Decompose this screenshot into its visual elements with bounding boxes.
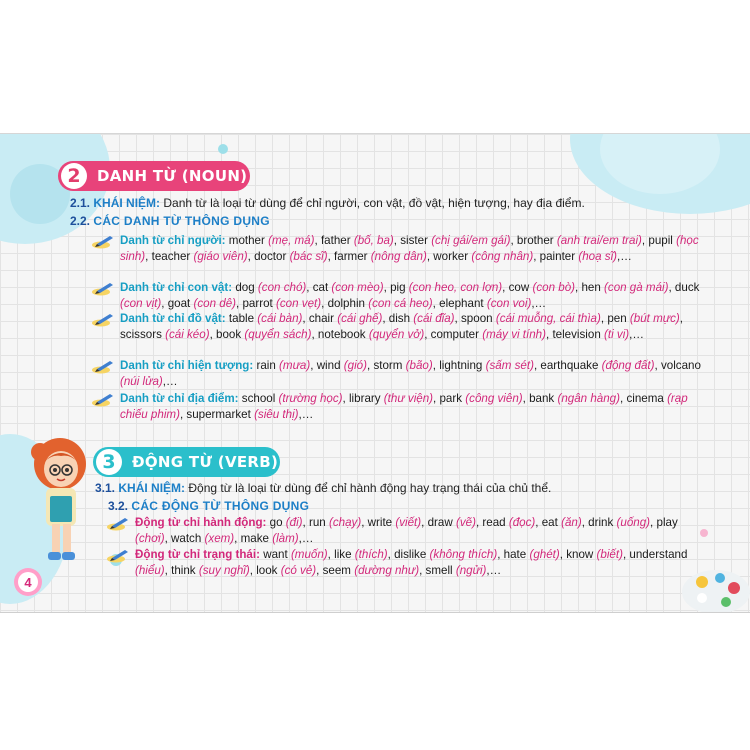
vietnamese-translation: (con bò) (532, 281, 575, 294)
english-word: go (269, 516, 283, 529)
english-word: sister (400, 234, 428, 247)
category-label: Danh từ chỉ đồ vật: (120, 312, 226, 325)
verb-concept (95, 481, 551, 495)
english-word: drink (588, 516, 614, 529)
vietnamese-translation: (ngửi) (455, 563, 487, 577)
vietnamese-translation: (con gà mái) (604, 281, 669, 294)
english-word: notebook (317, 327, 366, 341)
vietnamese-translation: (dường như) (354, 563, 420, 577)
english-word: write (367, 516, 393, 529)
vietnamese-translation: (đọc) (508, 516, 536, 529)
decor-dot (218, 144, 228, 154)
vietnamese-translation: (nông dân) (370, 249, 427, 263)
pencil-icon (107, 517, 129, 531)
word-list-item: Danh từ chỉ đồ vật: table (cái bàn), chair (cái ghế), dish (cái đĩa), spoon (cái muỗng, cái thìa), pen (bút mực), scissors (cái kéo), book (quyển sách), notebook (quyển vở), computer (máy vi tính), television (ti vi),… (120, 312, 684, 341)
vietnamese-translation: (giáo viên) (193, 249, 248, 263)
vietnamese-translation: (viết) (395, 516, 422, 529)
english-word: brother (516, 234, 554, 247)
vietnamese-translation: (ăn) (561, 516, 582, 529)
vietnamese-translation: (siêu thị) (254, 407, 299, 421)
english-word: pupil (648, 234, 673, 247)
section-title: DANH TỪ (NOUN) (97, 167, 248, 185)
english-word: bank (529, 392, 555, 405)
concept-number: 3.1. (95, 481, 116, 495)
english-word: rain (256, 359, 276, 372)
vietnamese-translation: (cái muỗng, cái thìa) (495, 312, 601, 325)
english-word: worker (433, 249, 469, 263)
english-word: table (228, 312, 255, 325)
common-number: 2.2. (70, 214, 91, 228)
vietnamese-translation: (anh trai/em trai) (556, 234, 642, 247)
category-label: Động từ chỉ hành động: (135, 516, 267, 529)
concept-text: Danh từ là loại từ dùng để chỉ người, con vật, đồ vật, hiện tượng, hay địa điểm. (160, 196, 585, 210)
english-word: mother (228, 234, 265, 247)
list-ellipsis: ,… (629, 327, 644, 341)
english-word: park (439, 392, 463, 405)
english-word: seem (322, 563, 351, 577)
vietnamese-translation: (công viên) (465, 392, 523, 405)
common-label: CÁC ĐỘNG TỪ THÔNG DỤNG (131, 499, 310, 513)
concept-label: KHÁI NIỆM: (93, 196, 161, 210)
english-word: eat (541, 516, 558, 529)
english-word: lightning (439, 359, 483, 372)
english-word: pen (607, 312, 627, 325)
english-word: computer (430, 327, 479, 341)
vietnamese-translation: (quyển vở) (368, 327, 425, 341)
english-word: hate (503, 548, 527, 561)
english-word: book (216, 327, 242, 341)
vietnamese-translation: (muốn) (290, 548, 328, 561)
vietnamese-translation: (cái kéo) (165, 327, 210, 341)
english-word: school (241, 392, 276, 405)
english-word: teacher (151, 249, 191, 263)
vietnamese-translation: (bão) (405, 359, 433, 372)
list-ellipsis: ,… (298, 407, 314, 421)
vietnamese-translation: (cái đĩa) (413, 312, 455, 325)
category-label: Danh từ chỉ địa điểm: (120, 392, 239, 405)
english-word: volcano (660, 359, 701, 372)
section-heading-noun (58, 161, 250, 191)
vietnamese-translation: (con vịt) (120, 296, 162, 310)
vietnamese-translation: (bút mực) (629, 312, 680, 325)
section-heading-verb (93, 447, 280, 477)
vietnamese-translation: (ti vi) (604, 327, 630, 341)
english-word: storm (373, 359, 403, 372)
english-word: library (348, 392, 381, 405)
english-word: doctor (254, 249, 287, 263)
english-word: understand (629, 548, 688, 561)
english-word: dish (388, 312, 411, 325)
girl-illustration (30, 434, 92, 574)
vietnamese-translation: (cái ghế) (337, 312, 383, 325)
english-word: parrot (242, 296, 273, 310)
vietnamese-translation: (con voi) (486, 296, 532, 310)
vietnamese-translation: (biết) (596, 548, 623, 561)
common-label: CÁC DANH TỪ THÔNG DỤNG (93, 214, 270, 228)
vietnamese-translation: (động đất) (601, 359, 655, 372)
pencil-icon (92, 235, 114, 249)
vietnamese-translation: (rạp chiếu phim) (120, 392, 688, 421)
category-label: Danh từ chỉ con vật: (120, 281, 233, 294)
noun-concept (70, 196, 585, 210)
english-word: want (263, 548, 288, 561)
vietnamese-translation: (quyển sách) (244, 327, 312, 341)
vietnamese-translation: (không thích) (429, 548, 498, 561)
vietnamese-translation: (gió) (343, 359, 367, 372)
vietnamese-translation: (sấm sét) (485, 359, 534, 372)
english-word: farmer (334, 249, 368, 263)
category-label: Danh từ chỉ người: (120, 234, 226, 247)
vietnamese-translation: (cái bàn) (257, 312, 303, 325)
noun-common-heading (70, 214, 270, 228)
pencil-icon (92, 282, 114, 296)
list-ellipsis: ,… (298, 531, 314, 545)
list-ellipsis: ,… (162, 374, 178, 388)
english-word: duck (674, 281, 700, 294)
vietnamese-translation: (uống) (616, 516, 651, 529)
vietnamese-translation: (có vẻ) (280, 563, 317, 577)
vietnamese-translation: (hoạ sĩ) (578, 249, 618, 263)
vietnamese-translation: (con mèo) (331, 281, 384, 294)
english-word: cat (312, 281, 329, 294)
english-word: pig (390, 281, 406, 294)
english-word: earthquake (540, 359, 599, 372)
pencil-icon (92, 360, 114, 374)
word-list-item: Danh từ chỉ con vật: dog (con chó), cat (con mèo), pig (con heo, con lợn), cow (con bò), hen (con gà mái), duck (con vịt), goat (con dê), parrot (con vẹt), dolphin (con cá heo), elephant (con voi),… (120, 281, 700, 310)
list-ellipsis: ,… (531, 296, 547, 310)
english-word: cinema (626, 392, 664, 405)
english-word: like (334, 548, 352, 561)
vietnamese-translation: (máy vi tính) (482, 327, 546, 341)
section-number: 3 (96, 449, 122, 475)
vietnamese-translation: (trường học) (278, 392, 343, 405)
english-word: scissors (120, 327, 162, 341)
paint-palette-icon (680, 564, 750, 613)
english-word: dolphin (327, 296, 365, 310)
vietnamese-translation: (vẽ) (455, 516, 476, 529)
vietnamese-translation: (làm) (272, 531, 299, 545)
verb-common-heading (108, 499, 309, 513)
english-word: smell (425, 563, 453, 577)
vietnamese-translation: (bố, ba) (353, 234, 394, 247)
english-word: run (308, 516, 326, 529)
english-word: goat (167, 296, 191, 310)
vietnamese-translation: (thư viện) (383, 392, 434, 405)
english-word: draw (427, 516, 453, 529)
word-list-item: Động từ chỉ hành động: go (đi), run (chạy), write (viết), draw (vẽ), read (đọc), eat (ăn), drink (uống), play (chơi), watch (xem), make (làm),… (135, 516, 678, 545)
word-list-item: Động từ chỉ trạng thái: want (muốn), like (thích), dislike (không thích), hate (ghét), know (biết), understand (hiểu), think (suy nghĩ), look (có vẻ), seem (dường như), smell (ngửi),… (135, 548, 688, 577)
concept-text: Động từ là loại từ dùng để chỉ hành động hay trạng thái của chủ thể. (185, 481, 552, 495)
list-ellipsis: ,… (617, 249, 632, 263)
english-word: painter (539, 249, 576, 263)
list-ellipsis: ,… (486, 563, 502, 577)
english-word: make (240, 531, 269, 545)
vietnamese-translation: (mẹ, má) (268, 234, 315, 247)
pencil-icon (92, 393, 114, 407)
vietnamese-translation: (con vẹt) (276, 296, 322, 310)
english-word: read (482, 516, 506, 529)
book-page (0, 133, 750, 613)
vietnamese-translation: (ngân hàng) (557, 392, 620, 405)
concept-label: KHÁI NIỆM: (118, 481, 186, 495)
english-word: chair (308, 312, 334, 325)
vietnamese-translation: (chơi) (135, 531, 165, 545)
word-list-item: Danh từ chỉ người: mother (mẹ, má), father (bố, ba), sister (chị gái/em gái), brother (anh trai/em trai), pupil (học sinh), teacher (giáo viên), doctor (bác sĩ), farmer (nông dân), worker (công nhân), painter (hoạ sĩ),… (120, 234, 699, 263)
vietnamese-translation: (chị gái/em gái) (431, 234, 511, 247)
vietnamese-translation: (suy nghĩ) (198, 563, 250, 577)
pencil-icon (107, 549, 129, 563)
vietnamese-translation: (mưa) (279, 359, 311, 372)
english-word: supermarket (186, 407, 251, 421)
vietnamese-translation: (hiểu) (135, 563, 165, 577)
english-word: dog (235, 281, 255, 294)
vietnamese-translation: (đi) (285, 516, 303, 529)
page-number-badge (14, 568, 42, 596)
common-number: 3.2. (108, 499, 129, 513)
section-number: 2 (61, 163, 87, 189)
category-label: Danh từ chỉ hiện tượng: (120, 359, 254, 372)
pencil-icon (92, 313, 114, 327)
concept-number: 2.1. (70, 196, 91, 210)
vietnamese-translation: (học sinh) (120, 234, 699, 263)
page-number: 4 (18, 572, 38, 592)
english-word: elephant (439, 296, 484, 310)
english-word: father (320, 234, 351, 247)
english-word: look (256, 563, 278, 577)
vietnamese-translation: (thích) (354, 548, 388, 561)
vietnamese-translation: (con dê) (193, 296, 237, 310)
english-word: watch (171, 531, 202, 545)
vietnamese-translation: (con cá heo) (368, 296, 433, 310)
english-word: cow (508, 281, 530, 294)
english-word: know (566, 548, 594, 561)
vietnamese-translation: (xem) (204, 531, 235, 545)
vietnamese-translation: (con heo, con lợn) (408, 281, 503, 294)
vietnamese-translation: (chạy) (328, 516, 362, 529)
vietnamese-translation: (công nhân) (471, 249, 534, 263)
english-word: dislike (394, 548, 427, 561)
vietnamese-translation: (ghét) (529, 548, 560, 561)
section-title: ĐỘNG TỪ (VERB) (132, 453, 279, 471)
english-word: television (552, 327, 601, 341)
word-list-item: Danh từ chỉ địa điểm: school (trường học), library (thư viện), park (công viên), bank (ngân hàng), cinema (rạp chiếu phim), supermarket (siêu thị),… (120, 392, 688, 421)
vietnamese-translation: (con chó) (257, 281, 307, 294)
english-word: hen (581, 281, 601, 294)
vietnamese-translation: (bác sĩ) (289, 249, 328, 263)
english-word: play (656, 516, 678, 529)
english-word: think (171, 563, 196, 577)
english-word: wind (316, 359, 341, 372)
vietnamese-translation: (núi lửa) (120, 374, 163, 388)
category-label: Động từ chỉ trạng thái: (135, 548, 260, 561)
word-list-item: Danh từ chỉ hiện tượng: rain (mưa), wind (gió), storm (bão), lightning (sấm sét), earthquake (động đất), volcano (núi lửa),… (120, 359, 701, 388)
english-word: spoon (461, 312, 493, 325)
